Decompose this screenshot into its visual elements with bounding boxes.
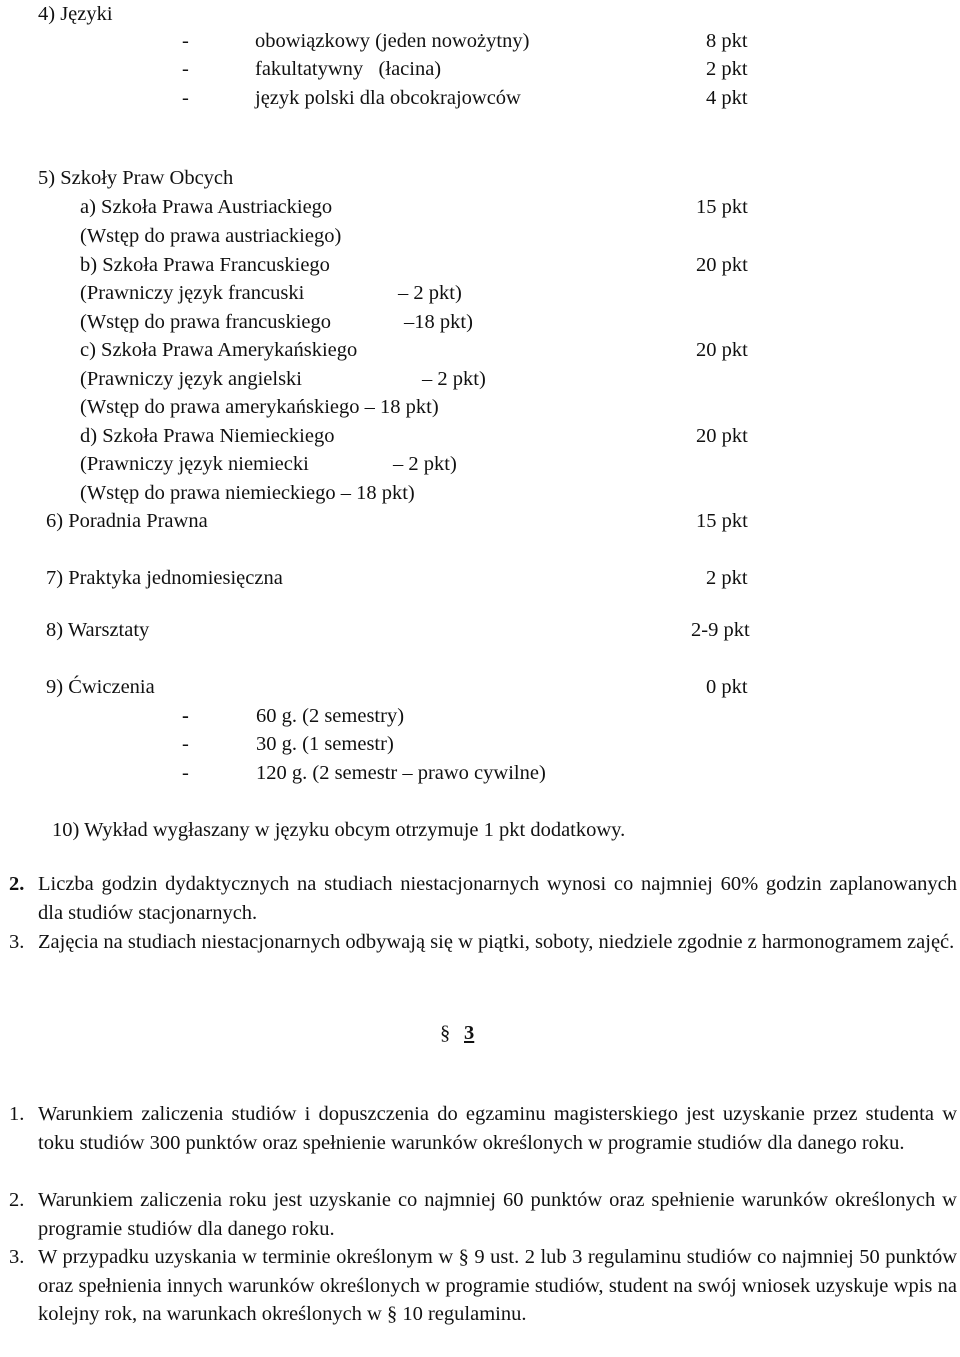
paragraph-2b-text: Warunkiem zaliczenia roku jest uzyskanie co najmniej 60 punktów oraz spełnienie warunków określonych w programie studiów dla danego roku. <box>38 1189 957 1240</box>
paragraph-number: 2. <box>9 873 25 895</box>
list-item-points: 20 pkt <box>696 339 748 361</box>
section-number: 3 <box>464 1022 475 1044</box>
paragraph-1-text: Warunkiem zaliczenia studiów i dopuszczenia do egzaminu magisterskiego jest uzyskanie przez studenta w toku studiów 300 punktów oraz spełnienie warunków określonych w programie studiów dla danego roku. <box>38 1103 957 1154</box>
list-item-label: 120 g. (2 semestr – prawo cywilne) <box>256 762 546 784</box>
list-dash: - <box>182 58 189 80</box>
section-10-text: 10) Wykład wygłaszany w języku obcym otrzymuje 1 pkt dodatkowy. <box>52 819 626 841</box>
school-american: c) Szkoła Prawa Amerykańskiego <box>80 339 358 361</box>
course-line: (Prawniczy język niemiecki <box>80 453 309 475</box>
list-item-points: 2-9 pkt <box>691 619 750 641</box>
list-item-label: obowiązkowy (jeden nowożytny) <box>255 30 530 52</box>
list-item-label: 30 g. (1 semestr) <box>256 733 394 755</box>
course-line: (Prawniczy język angielski <box>80 368 303 390</box>
section-5-title: 5) Szkoły Praw Obcych <box>38 167 234 189</box>
paragraph-number: 3. <box>9 931 25 953</box>
course-line: (Wstęp do prawa austriackiego) <box>80 225 342 247</box>
list-dash: - <box>182 733 189 755</box>
course-points: – 2 pkt) <box>398 282 462 304</box>
school-german: d) Szkoła Prawa Niemieckiego <box>80 425 335 447</box>
section-9-title: 9) Ćwiczenia <box>46 676 155 698</box>
course-line: (Prawniczy język francuski <box>80 282 305 304</box>
school-french: b) Szkoła Prawa Francuskiego <box>80 254 330 276</box>
paragraph-3-text: Zajęcia na studiach niestacjonarnych odbywają się w piątki, soboty, niedziele zgodnie z harmonogramem zajęć. <box>38 931 955 953</box>
list-item-label: fakultatywny (łacina) <box>255 58 442 80</box>
list-item-points: 8 pkt <box>706 30 748 52</box>
section-6-title: 6) Poradnia Prawna <box>46 510 208 532</box>
list-item-label: język polski dla obcokrajowców <box>255 87 521 109</box>
course-line: (Wstęp do prawa francuskiego <box>80 311 332 333</box>
paragraph-2-text: Liczba godzin dydaktycznych na studiach niestacjonarnych wynosi co najmniej 60% godzin zaplanowanych dla studiów stacjonarnych. <box>38 873 957 924</box>
list-dash: - <box>182 87 189 109</box>
list-item-points: 15 pkt <box>696 510 748 532</box>
paragraph-number: 3. <box>9 1246 25 1268</box>
course-points: – 2 pkt) <box>393 453 457 475</box>
school-austrian: a) Szkoła Prawa Austriackiego <box>80 196 333 218</box>
list-item-points: 2 pkt <box>706 567 748 589</box>
list-dash: - <box>182 705 189 727</box>
list-dash: - <box>182 30 189 52</box>
list-item-points: 0 pkt <box>706 676 748 698</box>
section-symbol: § <box>440 1022 451 1044</box>
list-item-label: 60 g. (2 semestry) <box>256 705 405 727</box>
list-item-points: 4 pkt <box>706 87 748 109</box>
course-line: (Wstęp do prawa amerykańskiego – 18 pkt) <box>80 396 439 418</box>
course-points: – 2 pkt) <box>422 368 486 390</box>
section-7-title: 7) Praktyka jednomiesięczna <box>46 567 283 589</box>
paragraph-number: 2. <box>9 1189 25 1211</box>
section-4-title: 4) Języki <box>38 3 113 25</box>
paragraph-3b-text: W przypadku uzyskania w terminie określonym w § 9 ust. 2 lub 3 regulaminu studiów co najmniej 50 punktów oraz spełnienia innych warunków określonych w programie studiów, student na swój wniosek uzyskuje wpis na kolejny rok, na warunkach określonych w § 10 regulaminu. <box>38 1246 957 1325</box>
course-line: (Wstęp do prawa niemieckiego – 18 pkt) <box>80 482 415 504</box>
list-item-points: 15 pkt <box>696 196 748 218</box>
list-item-points: 20 pkt <box>696 254 748 276</box>
list-item-points: 20 pkt <box>696 425 748 447</box>
course-points: –18 pkt) <box>404 311 473 333</box>
list-item-points: 2 pkt <box>706 58 748 80</box>
section-8-title: 8) Warsztaty <box>46 619 150 641</box>
paragraph-number: 1. <box>9 1103 25 1125</box>
list-dash: - <box>182 762 189 784</box>
